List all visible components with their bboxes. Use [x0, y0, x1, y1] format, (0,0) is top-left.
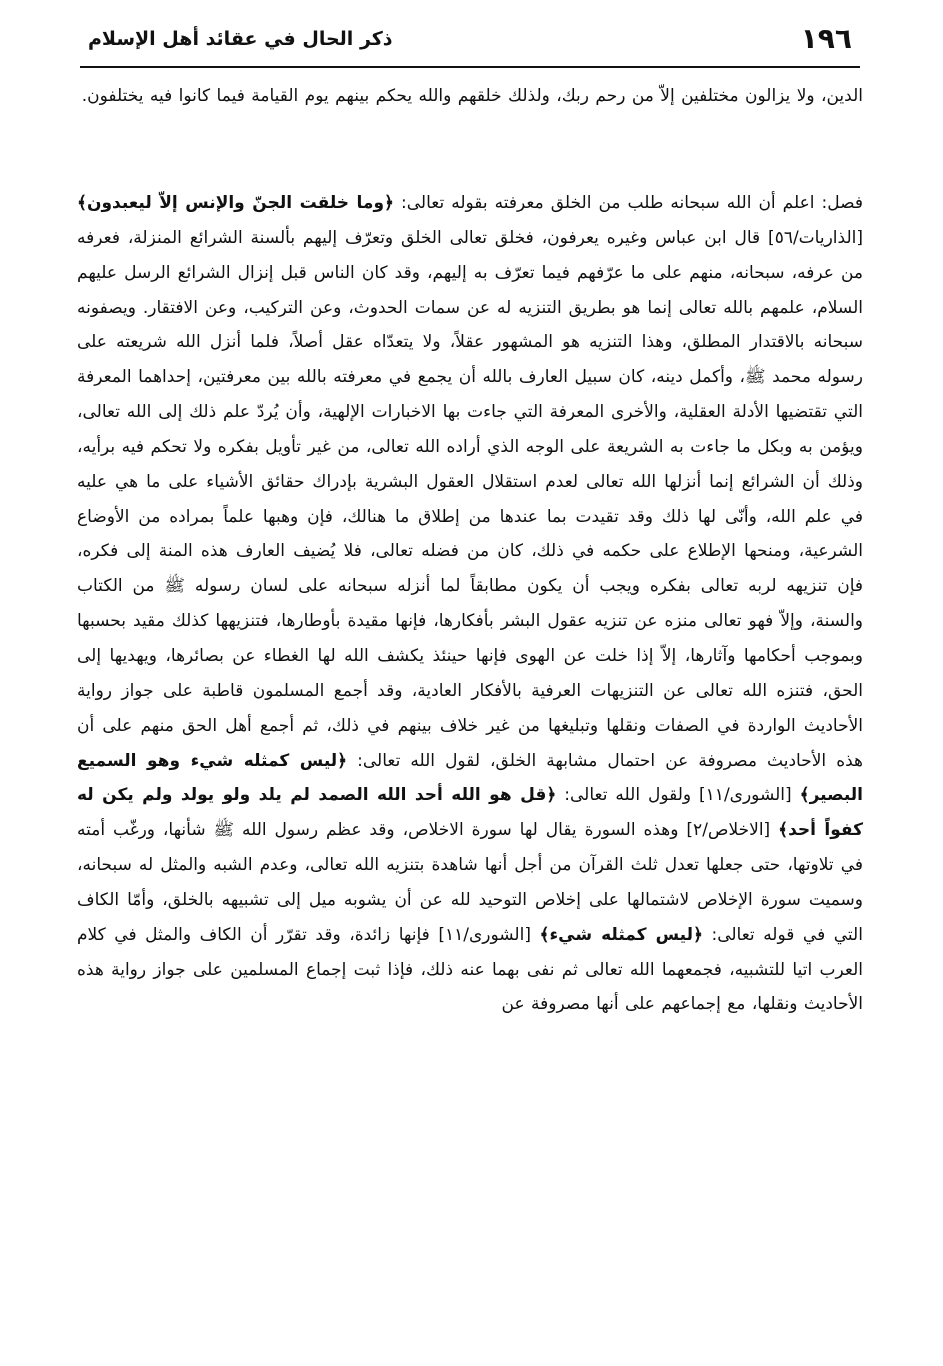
paragraph-continuation: [77, 78, 863, 114]
paragraph-text: الدين، ولا يزالون مختلفين إلاّ من رحم ربك، ولذلك خلقهم والله يحكم بينهم يوم القيامة فيما كانوا فيه يختلفون.: [81, 86, 863, 106]
paragraph-text: فصل: اعلم أن الله سبحانه طلب من الخلق معرفته بقوله تعالى:: [393, 193, 863, 213]
paragraph-text: [الشورى/١١] فإنها زائدة، وقد تقرّر أن الكاف والمثل في كلام العرب اتيا للتشبيه، فجمعهما الله تعالى ثم نفى بهما عنه ذلك، فإذا ثبت إجماع المسلمين على جواز رواية هذه الأحاديث ونقلها، مع إجماعهم على أنها مصروفة عن: [77, 924, 863, 1015]
quran-quote: ﴿ليس كمثله شيء وهو السميع البصير﴾: [77, 750, 863, 806]
paragraph-text: [الذاريات/٥٦] قال ابن عباس وغيره يعرفون، فخلق تعالى الخلق وتعرّف إليهم بألسنة الشرائع المنزلة، فعرفه من عرفه، سبحانه، منهم على ما عرّفهم فيما تعرّف به إليهم، وقد كان الناس قبل إنزال الشرائع الرسل عليهم السلام، علمهم بالله تعالى إنما هو بطريق التنزيه له عن سمات الحدوث، وعن التركيب، وعن الافتقار. ويصفونه سبحانه بالاقتدار المطلق، وهذا التنزيه هو المشهور عقلاً، ولا يتعدّاه عقل أصلاً، فلما أنزل الله شريعته على رسوله محمد ﷺ، وأكمل دينه، كان سبيل العارف بالله أن يجمع في معرفته بالله بين معرفتين، إحداهما المعرفة التي تقتضيها الأدلة العقلية، والأخرى المعرفة التي جاءت بها الاخبارات الإلهية، وأن يُردّ علم ذلك إلى الله تعالى، ويؤمن به وبكل ما جاءت به الشريعة على الوجه الذي أراده الله تعالى، من غير تأويل بفكره ولا تحكم فيه برأيه، وذلك أن الشرائع إنما أنزلها الله تعالى لعدم استقلال العقول البشرية بإدراك حقائق الأشياء على ما هي عليه في علم الله، وأنّى لها ذلك وقد تقيدت بما عندها من إطلاق ما هنالك، فإن وهبها علماً بمراده من الأوضاع الشرعية، ومنحها الإطلاع على حكمه في ذلك، كان من فضله تعالى، فلا يُضيف العارف هذه المنة إلى فكره، فإن تنزيهه لربه تعالى بفكره ويجب أن يكون مطابقاً لما أنزله سبحانه على لسان رسوله ﷺ من الكتاب والسنة، وإلاّ فهو تعالى منزه عن تنزيه عقول البشر بأفكارها، فإنها مقيدة بأوطارها، فتنزيهها كذلك مقيد بحسبها وبموجب أحكامها وآثارها، إلاّ إذا خلت عن الهوى فإنها حينئذ يكشف الله لها الغطاء عن بصائرها، ويهديها إلى الحق، فتنزه الله تعالى عن التنزيهات العرفية بالأفكار العادية، وقد أجمع المسلمون قاطبة على جواز رواية الأحاديث الواردة في الصفات ونقلها وتبليغها من غير خلاف بينهم في ذلك، ثم أجمع أهل الحق منهم على أن هذه الأحاديث مصروفة عن احتمال مشابهة الخلق، لقول الله تعالى:: [77, 227, 863, 771]
paragraph-text: [الشورى/١١] ولقول الله تعالى:: [556, 785, 800, 806]
running-title: ذكر الحال في عقائد أهل الإسلام: [88, 28, 393, 50]
header-rule: [80, 66, 860, 68]
page-number: ١٩٦: [800, 22, 852, 55]
quran-quote: ﴿وما خلقت الجنّ والإنس إلاّ ليعبدون﴾: [77, 193, 394, 213]
paragraph-section: [77, 186, 863, 1022]
paragraph-text: [الاخلاص/٢] وهذه السورة يقال لها سورة الاخلاص، وقد عظم رسول الله ﷺ شأنها، ورغّب أمته في تلاوتها، حتى جعلها تعدل ثلث القرآن من أجل أنها شاهدة بتنزيه الله تعالى، وعدم الشبه والمثل له سبحانه، وسميت سورة الإخلاص لاشتمالها على إخلاص التوحيد لله عن أن يشوبه ميل إلى تشبيهه بالخلق، وأمّا الكاف التي في قوله تعالى:: [77, 820, 863, 945]
page-header: [80, 20, 860, 60]
quran-quote: ﴿قل هو الله أحد الله الصمد لم يلد ولو يولد ولم يكن له كفواً أحد﴾: [77, 785, 864, 841]
quran-quote: ﴿ليس كمثله شيء﴾: [539, 924, 703, 945]
